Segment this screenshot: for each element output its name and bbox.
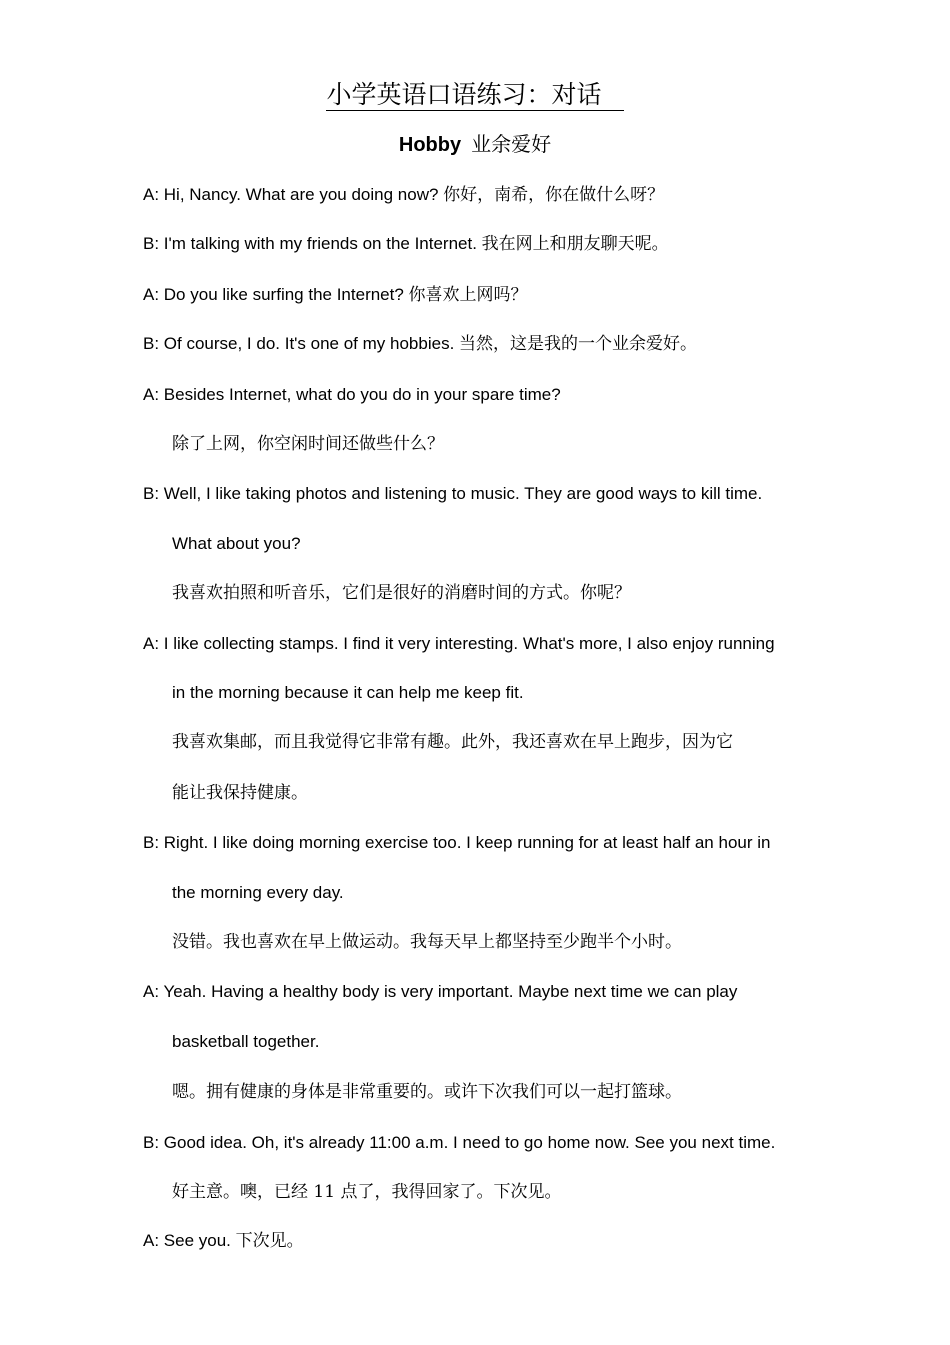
- dialogue-line: [143, 482, 762, 506]
- dialogue-line: [143, 232, 669, 256]
- dialogue-chinese: 你喜欢上网吗？: [408, 285, 528, 305]
- dialogue-english: basketball together.: [172, 1032, 320, 1051]
- dialogue-english: A: See you.: [143, 1231, 236, 1250]
- dialogue-chinese: 我在网上和朋友聊天呢。: [481, 234, 669, 254]
- dialogue-line: [172, 781, 308, 805]
- dialogue-english: What about you?: [172, 534, 301, 553]
- dialogue-line: [143, 1131, 775, 1155]
- subtitle-chinese: 业余爱好: [471, 132, 552, 156]
- dialogue-english: B: Right. I like doing morning exercise too. I keep running for at least half an hour in: [143, 833, 771, 852]
- dialogue-line: [172, 1030, 319, 1054]
- dialogue-subtitle: [0, 130, 950, 159]
- dialogue-line: [172, 1180, 561, 1204]
- dialogue-english: A: Do you like surfing the Internet?: [143, 285, 409, 304]
- dialogue-chinese: 能让我保持健康。: [172, 783, 308, 803]
- dialogue-chinese: 下次见。: [235, 1231, 304, 1251]
- dialogue-chinese: 我喜欢集邮，而且我觉得它非常有趣。此外，我还喜欢在早上跑步，因为它: [172, 732, 733, 752]
- dialogue-line: [143, 283, 528, 307]
- dialogue-chinese: 当然，这是我的一个业余爱好。: [459, 334, 698, 354]
- dialogue-line: [172, 581, 631, 605]
- dialogue-line: [172, 930, 682, 954]
- dialogue-line: [143, 1229, 304, 1253]
- dialogue-english: B: Well, I like taking photos and listening to music. They are good ways to kill time.: [143, 484, 763, 503]
- dialogue-english: B: I'm talking with my friends on the Internet.: [143, 234, 482, 253]
- dialogue-line: [143, 980, 737, 1004]
- dialogue-english: in the morning because it can help me keep fit.: [172, 683, 524, 702]
- dialogue-chinese: 好主意。噢，已经 11 点了，我得回家了。下次见。: [172, 1182, 562, 1202]
- dialogue-chinese: 嗯。拥有健康的身体是非常重要的。或许下次我们可以一起打篮球。: [172, 1082, 682, 1102]
- dialogue-line: [143, 632, 775, 656]
- dialogue-line: [172, 730, 733, 754]
- dialogue-chinese: 我喜欢拍照和听音乐，它们是很好的消磨时间的方式。你呢？: [172, 583, 631, 603]
- dialogue-line: [143, 831, 770, 855]
- dialogue-english: B: Good idea. Oh, it's already 11:00 a.m. I need to go home now. See you next time.: [143, 1133, 776, 1152]
- dialogue-line: [143, 332, 697, 356]
- dialogue-english: the morning every day.: [172, 883, 344, 902]
- dialogue-line: [143, 383, 561, 407]
- dialogue-line: [172, 532, 301, 556]
- dialogue-chinese: 没错。我也喜欢在早上做运动。我每天早上都坚持至少跑半个小时。: [172, 932, 682, 952]
- dialogue-english: B: Of course, I do. It's one of my hobbies.: [143, 334, 460, 353]
- dialogue-line: [172, 432, 444, 456]
- dialogue-english: A: I like collecting stamps. I find it very interesting. What's more, I also enjoy running: [143, 634, 775, 653]
- dialogue-line: [172, 881, 344, 905]
- dialogue-chinese: 你好，南希，你在做什么呀？: [443, 185, 665, 205]
- dialogue-english: A: Besides Internet, what do you do in your spare time?: [143, 385, 561, 404]
- document-title-text: 小学英语口语练习：对话: [326, 80, 623, 111]
- dialogue-line: [172, 681, 524, 705]
- dialogue-line: [172, 1080, 682, 1104]
- dialogue-english: A: Yeah. Having a healthy body is very important. Maybe next time we can play: [143, 982, 738, 1001]
- document-title: [0, 78, 950, 112]
- dialogue-english: A: Hi, Nancy. What are you doing now?: [143, 185, 444, 204]
- dialogue-chinese: 除了上网，你空闲时间还做些什么？: [172, 434, 444, 454]
- subtitle-english: Hobby: [398, 134, 462, 156]
- dialogue-line: [143, 183, 664, 207]
